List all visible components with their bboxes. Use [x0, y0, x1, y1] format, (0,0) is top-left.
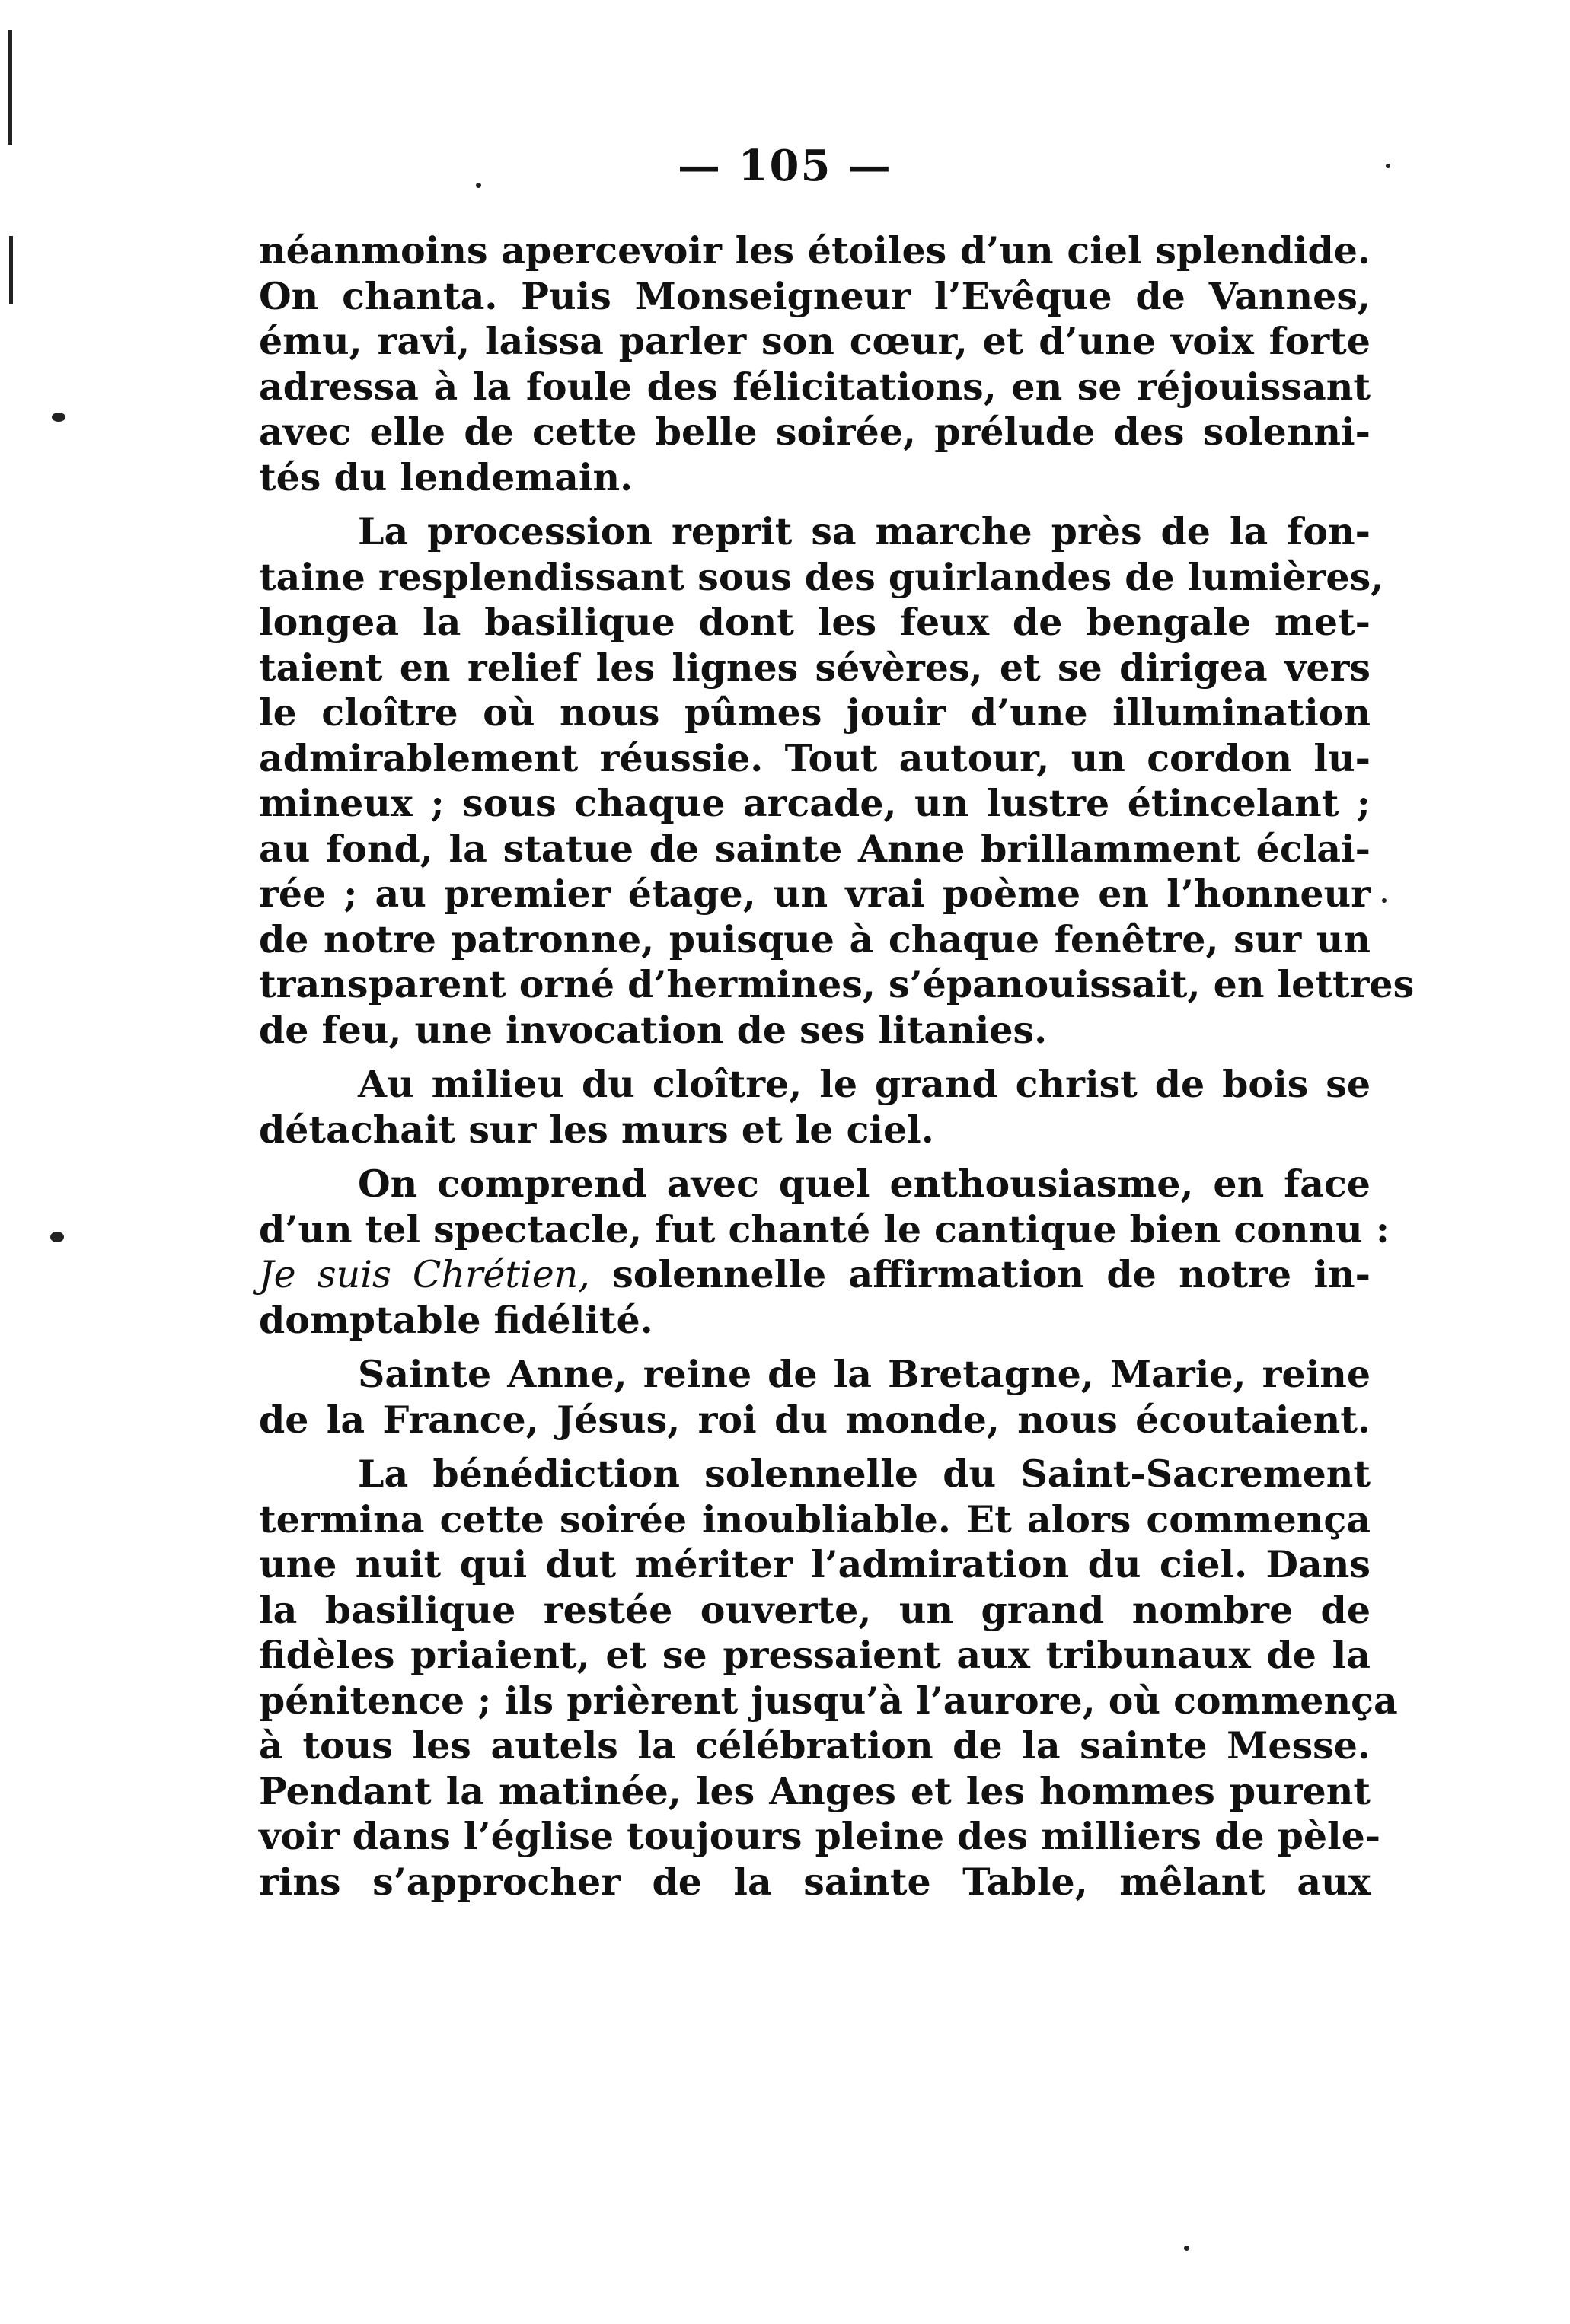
- text-line: Pendant la matinée, les Anges et les hommes purent: [259, 1768, 1371, 1813]
- text-line: La procession reprit sa marche près de la fon-: [358, 509, 1371, 553]
- italic-hymn-title: Je suis Chrétien,: [259, 1253, 590, 1296]
- text-line: au fond, la statue de sainte Anne brillamment éclai-: [259, 826, 1371, 871]
- paragraph-gap: [259, 1053, 1371, 1062]
- text-line: taine resplendissant sous des guirlandes de lumières,: [259, 554, 1384, 599]
- text-line: fidèles priaient, et se pressaient aux tribunaux de la: [259, 1633, 1371, 1677]
- text-line: On comprend avec quel enthousiasme, en face: [358, 1162, 1371, 1206]
- paragraph-4: [259, 1162, 1390, 1343]
- text-line: transparent orné d’hermines, s’épanouissait, en lettres: [259, 962, 1415, 1006]
- paragraph-3: [259, 1062, 1371, 1152]
- page-number: — 105 —: [678, 141, 892, 191]
- text-line: à tous les autels la célébration de la sainte Messe.: [259, 1723, 1371, 1768]
- ink-speck: [52, 413, 65, 422]
- text-fragment: solennelle affirmation de notre in-: [589, 1252, 1371, 1296]
- text-line: le cloître où nous pûmes jouir d’une illumination: [259, 690, 1371, 735]
- text-line: termina cette soirée inoubliable. Et alors commença: [259, 1497, 1371, 1541]
- text-line: rée ; au premier étage, un vrai poème en l’honneur: [259, 872, 1371, 916]
- text-line: Sainte Anne, reine de la Bretagne, Marie, reine: [358, 1352, 1371, 1396]
- text-line: la basilique restée ouverte, un grand nombre de: [259, 1587, 1371, 1632]
- paragraph-2: [259, 509, 1415, 1053]
- text-line: de feu, une invocation de ses litanies.: [259, 1007, 1048, 1052]
- text-line: longea la basilique dont les feux de bengale met-: [259, 600, 1371, 644]
- ink-speck: [1184, 2246, 1189, 2251]
- text-line: de notre patronne, puisque à chaque fenêtre, sur un: [259, 917, 1371, 961]
- text-line: Au milieu du cloître, le grand christ de bois se: [358, 1062, 1371, 1106]
- body-text: [259, 228, 1415, 1905]
- paragraph-gap: [259, 1343, 1371, 1352]
- text-line: pénitence ; ils prièrent jusqu’à l’aurore, où commença: [259, 1678, 1398, 1723]
- paragraph-6: [259, 1452, 1398, 1905]
- text-line: détachait sur les murs et le ciel.: [259, 1107, 934, 1152]
- text-line: admirablement réussie. Tout autour, un cordon lu-: [259, 735, 1371, 780]
- text-line: voir dans l’église toujours pleine des milliers de pèle-: [259, 1814, 1381, 1858]
- text-line-with-italic: [259, 1252, 1371, 1298]
- text-line: d’un tel spectacle, fut chanté le cantique bien connu :: [259, 1207, 1390, 1251]
- text-line: La bénédiction solennelle du Saint-Sacrement: [358, 1452, 1371, 1496]
- text-line: taient en relief les lignes sévères, et se dirigea vers: [259, 645, 1371, 690]
- text-line: ému, ravi, laissa parler son cœur, et d’une voix forte: [259, 319, 1371, 363]
- paragraph-5: [259, 1352, 1371, 1443]
- text-line: avec elle de cette belle soirée, prélude des solenni-: [259, 410, 1371, 454]
- text-line: rins s’approcher de la sainte Table, mêlant aux: [259, 1859, 1371, 1904]
- scan-edge-mark: [8, 30, 12, 145]
- text-line: On chanta. Puis Monseigneur l’Evêque de Vannes,: [259, 273, 1371, 318]
- paragraph-1: [259, 228, 1371, 500]
- text-line: de la France, Jésus, roi du monde, nous écoutaient.: [259, 1397, 1371, 1442]
- paragraph-gap: [259, 500, 1371, 509]
- ink-speck: [50, 1232, 64, 1242]
- ink-speck: [1382, 898, 1387, 903]
- paragraph-gap: [259, 1152, 1371, 1162]
- text-line: adressa à la foule des félicitations, en se réjouissant: [259, 364, 1371, 409]
- text-line: domptable fidélité.: [259, 1297, 653, 1342]
- text-line: néanmoins apercevoir les étoiles d’un ciel splendide.: [259, 228, 1371, 273]
- paragraph-gap: [259, 1443, 1371, 1452]
- text-line: tés du lendemain.: [259, 454, 633, 499]
- scan-edge-mark: [9, 236, 13, 304]
- text-line: mineux ; sous chaque arcade, un lustre étincelant ;: [259, 781, 1371, 825]
- text-line: une nuit qui dut mériter l’admiration du ciel. Dans: [259, 1542, 1371, 1586]
